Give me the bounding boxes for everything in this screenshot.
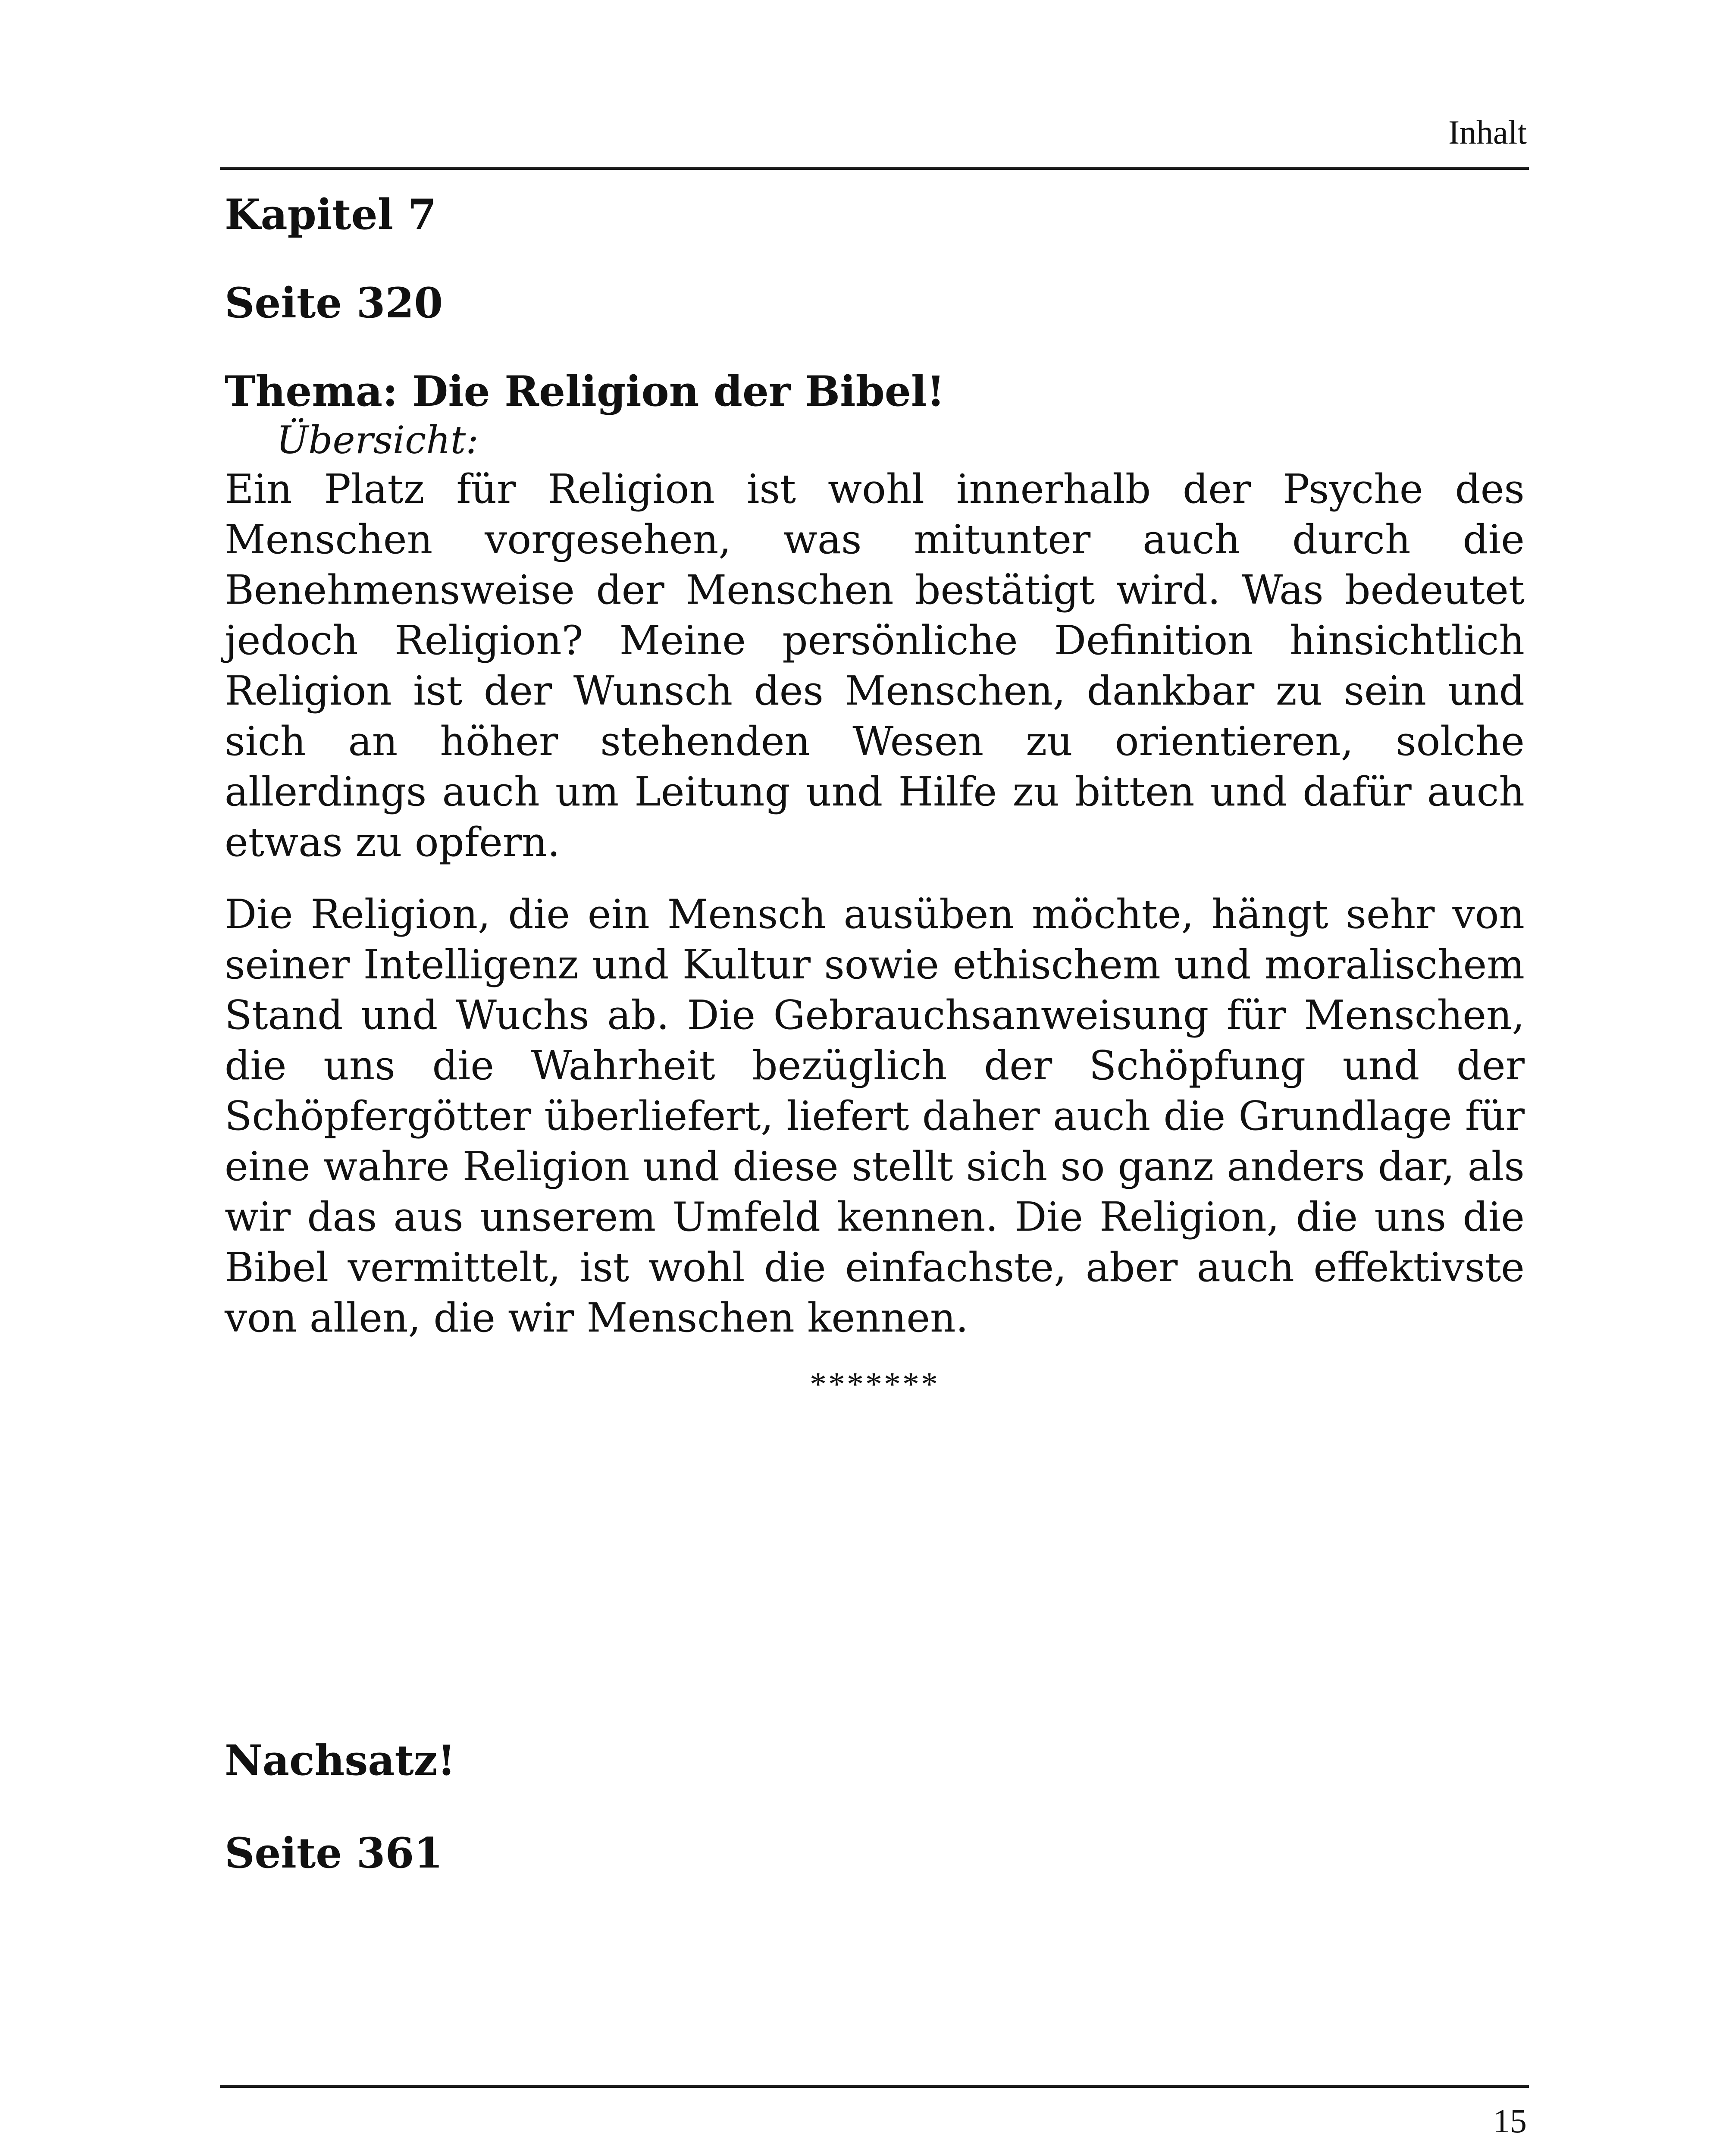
afterword-label: Nachsatz! — [225, 1736, 456, 1785]
running-head-title: Inhalt — [1448, 113, 1527, 151]
header-rule — [220, 167, 1529, 170]
page-number: 15 — [1493, 2102, 1527, 2140]
paragraph-1: Ein Platz für Religion ist wohl innerhalb der Psyche des Menschen vorgesehen, was mitunter auch durch die Benehmensweise der Menschen bestätigt wird. Was bedeutet jedoch Religion? Meine persönliche Definition hinsichtlich Religion ist der Wunsch des Menschen, dankbar zu sein und sich an höher stehenden Wesen zu orientieren, solche allerdings auch um Leitung und Hilfe zu bitten und dafür auch etwas zu opfern. — [225, 465, 1525, 865]
afterword-page: Seite 361 — [225, 1829, 443, 1877]
paragraph-2: Die Religion, die ein Mensch ausüben möchte, hängt sehr von seiner Intelligenz und Kultur sowie ethischem und moralischem Stand und Wuchs ab. Die Gebrauchsanweisung für Menschen, die uns die Wahrheit bezüglich der Schöpfung und der Schöpfergötter überliefert, liefert daher auch die Grundlage für eine wahre Religion und diese stellt sich so ganz anders dar, als wir das aus unserem Umfeld kennen. Die Religion, die uns die Bibel vermittelt, ist wohl die einfachste, aber auch effektivste von allen, die wir Menschen kennen. — [225, 890, 1525, 1341]
footer-rule — [220, 2085, 1529, 2088]
chapter-label: Kapitel 7 — [225, 190, 437, 239]
chapter-page: Seite 320 — [225, 279, 443, 328]
chapter-topic: Thema: Die Religion der Bibel! — [225, 367, 945, 416]
section-separator: ******* — [810, 1365, 940, 1403]
chapter-entry — [225, 190, 1525, 1404]
overview-label: Übersicht: — [276, 417, 479, 462]
